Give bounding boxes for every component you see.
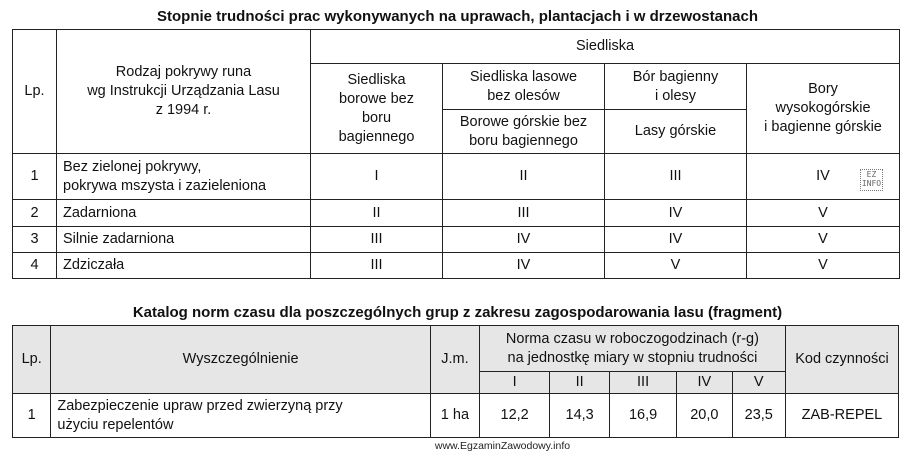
stopien-header: I [479, 372, 549, 394]
time-norms-table [12, 325, 899, 438]
row-value: 23,5 [732, 394, 785, 438]
row-c4: V [747, 253, 900, 279]
table2-title: Katalog norm czasu dla poszczególnych grup z zakresu zagospodarowania lasu (fragment) [132, 304, 783, 321]
row-c1: III [311, 253, 443, 279]
kod-header: Kod czynności [785, 326, 898, 394]
col3-top-header: Bór bagienny i olesy [605, 64, 747, 110]
row-c4: V [747, 227, 900, 253]
row-c3: III [605, 154, 747, 200]
siedliska-header: Siedliska [311, 30, 900, 64]
row-c1: I [311, 154, 443, 200]
row-value: 16,9 [609, 394, 676, 438]
row-lp: 1 [13, 154, 57, 200]
row-rodzaj: Zdziczała [57, 253, 311, 279]
difficulty-table [12, 29, 900, 279]
row-c2: IV [443, 227, 605, 253]
table1-title: Stopnie trudności prac wykonywanych na uprawach, plantacjach i w drzewostanach [157, 8, 758, 25]
row-lp: 2 [13, 200, 57, 227]
col1-header: Siedliska borowe bez boru bagiennego [311, 64, 443, 154]
table-row [13, 253, 900, 279]
stopien-header: V [732, 372, 785, 394]
col2-top-header: Siedliska lasowe bez olesów [443, 64, 605, 110]
row-opis: Zabezpieczenie upraw przed zwierzyną przy użyciu repelentów [51, 394, 431, 438]
stopien-header: III [609, 372, 676, 394]
row-rodzaj: Silnie zadarniona [57, 227, 311, 253]
stopien-header: IV [677, 372, 732, 394]
row-c2: III [443, 200, 605, 227]
row-lp: 3 [13, 227, 57, 253]
row-value: 20,0 [677, 394, 732, 438]
row-c1: III [311, 227, 443, 253]
row-kod: ZAB-REPEL [785, 394, 898, 438]
jm-header: J.m. [430, 326, 479, 394]
col3-bottom-header: Lasy górskie [605, 110, 747, 154]
row-jm: 1 ha [430, 394, 479, 438]
row-c2: II [443, 154, 605, 200]
row-lp: 1 [13, 394, 51, 438]
row-rodzaj: Zadarniona [57, 200, 311, 227]
row-c3: IV [605, 227, 747, 253]
lp-header: Lp. [13, 30, 57, 154]
table-row [13, 227, 900, 253]
row-c3: IV [605, 200, 747, 227]
row-value: 14,3 [550, 394, 610, 438]
lp-header: Lp. [13, 326, 51, 394]
row-rodzaj: Bez zielonej pokrywy, pokrywa mszysta i zazieleniona [57, 154, 311, 200]
col4-header: Bory wysokogórskie i bagienne górskie [747, 64, 900, 154]
row-c4: V [747, 200, 900, 227]
row-c1: II [311, 200, 443, 227]
norma-header: Norma czasu w roboczogodzinach (r-g) na jednostkę miary w stopniu trudności [479, 326, 785, 372]
table-row [13, 154, 900, 200]
qr-code-icon: EZ INFO [860, 169, 883, 191]
row-lp: 4 [13, 253, 57, 279]
row-c3: V [605, 253, 747, 279]
col2-bottom-header: Borowe górskie bez boru bagiennego [443, 110, 605, 154]
table-row [13, 394, 899, 438]
table-row [13, 200, 900, 227]
rodzaj-header: Rodzaj pokrywy runa wg Instrukcji Urządzania Lasu z 1994 r. [57, 30, 311, 154]
row-value: 12,2 [479, 394, 549, 438]
row-c2: IV [443, 253, 605, 279]
wyszczegolnienie-header: Wyszczególnienie [51, 326, 431, 394]
stopien-header: II [550, 372, 610, 394]
row-c4: IV [747, 154, 900, 200]
watermark: www.EgzaminZawodowy.info [434, 440, 571, 452]
